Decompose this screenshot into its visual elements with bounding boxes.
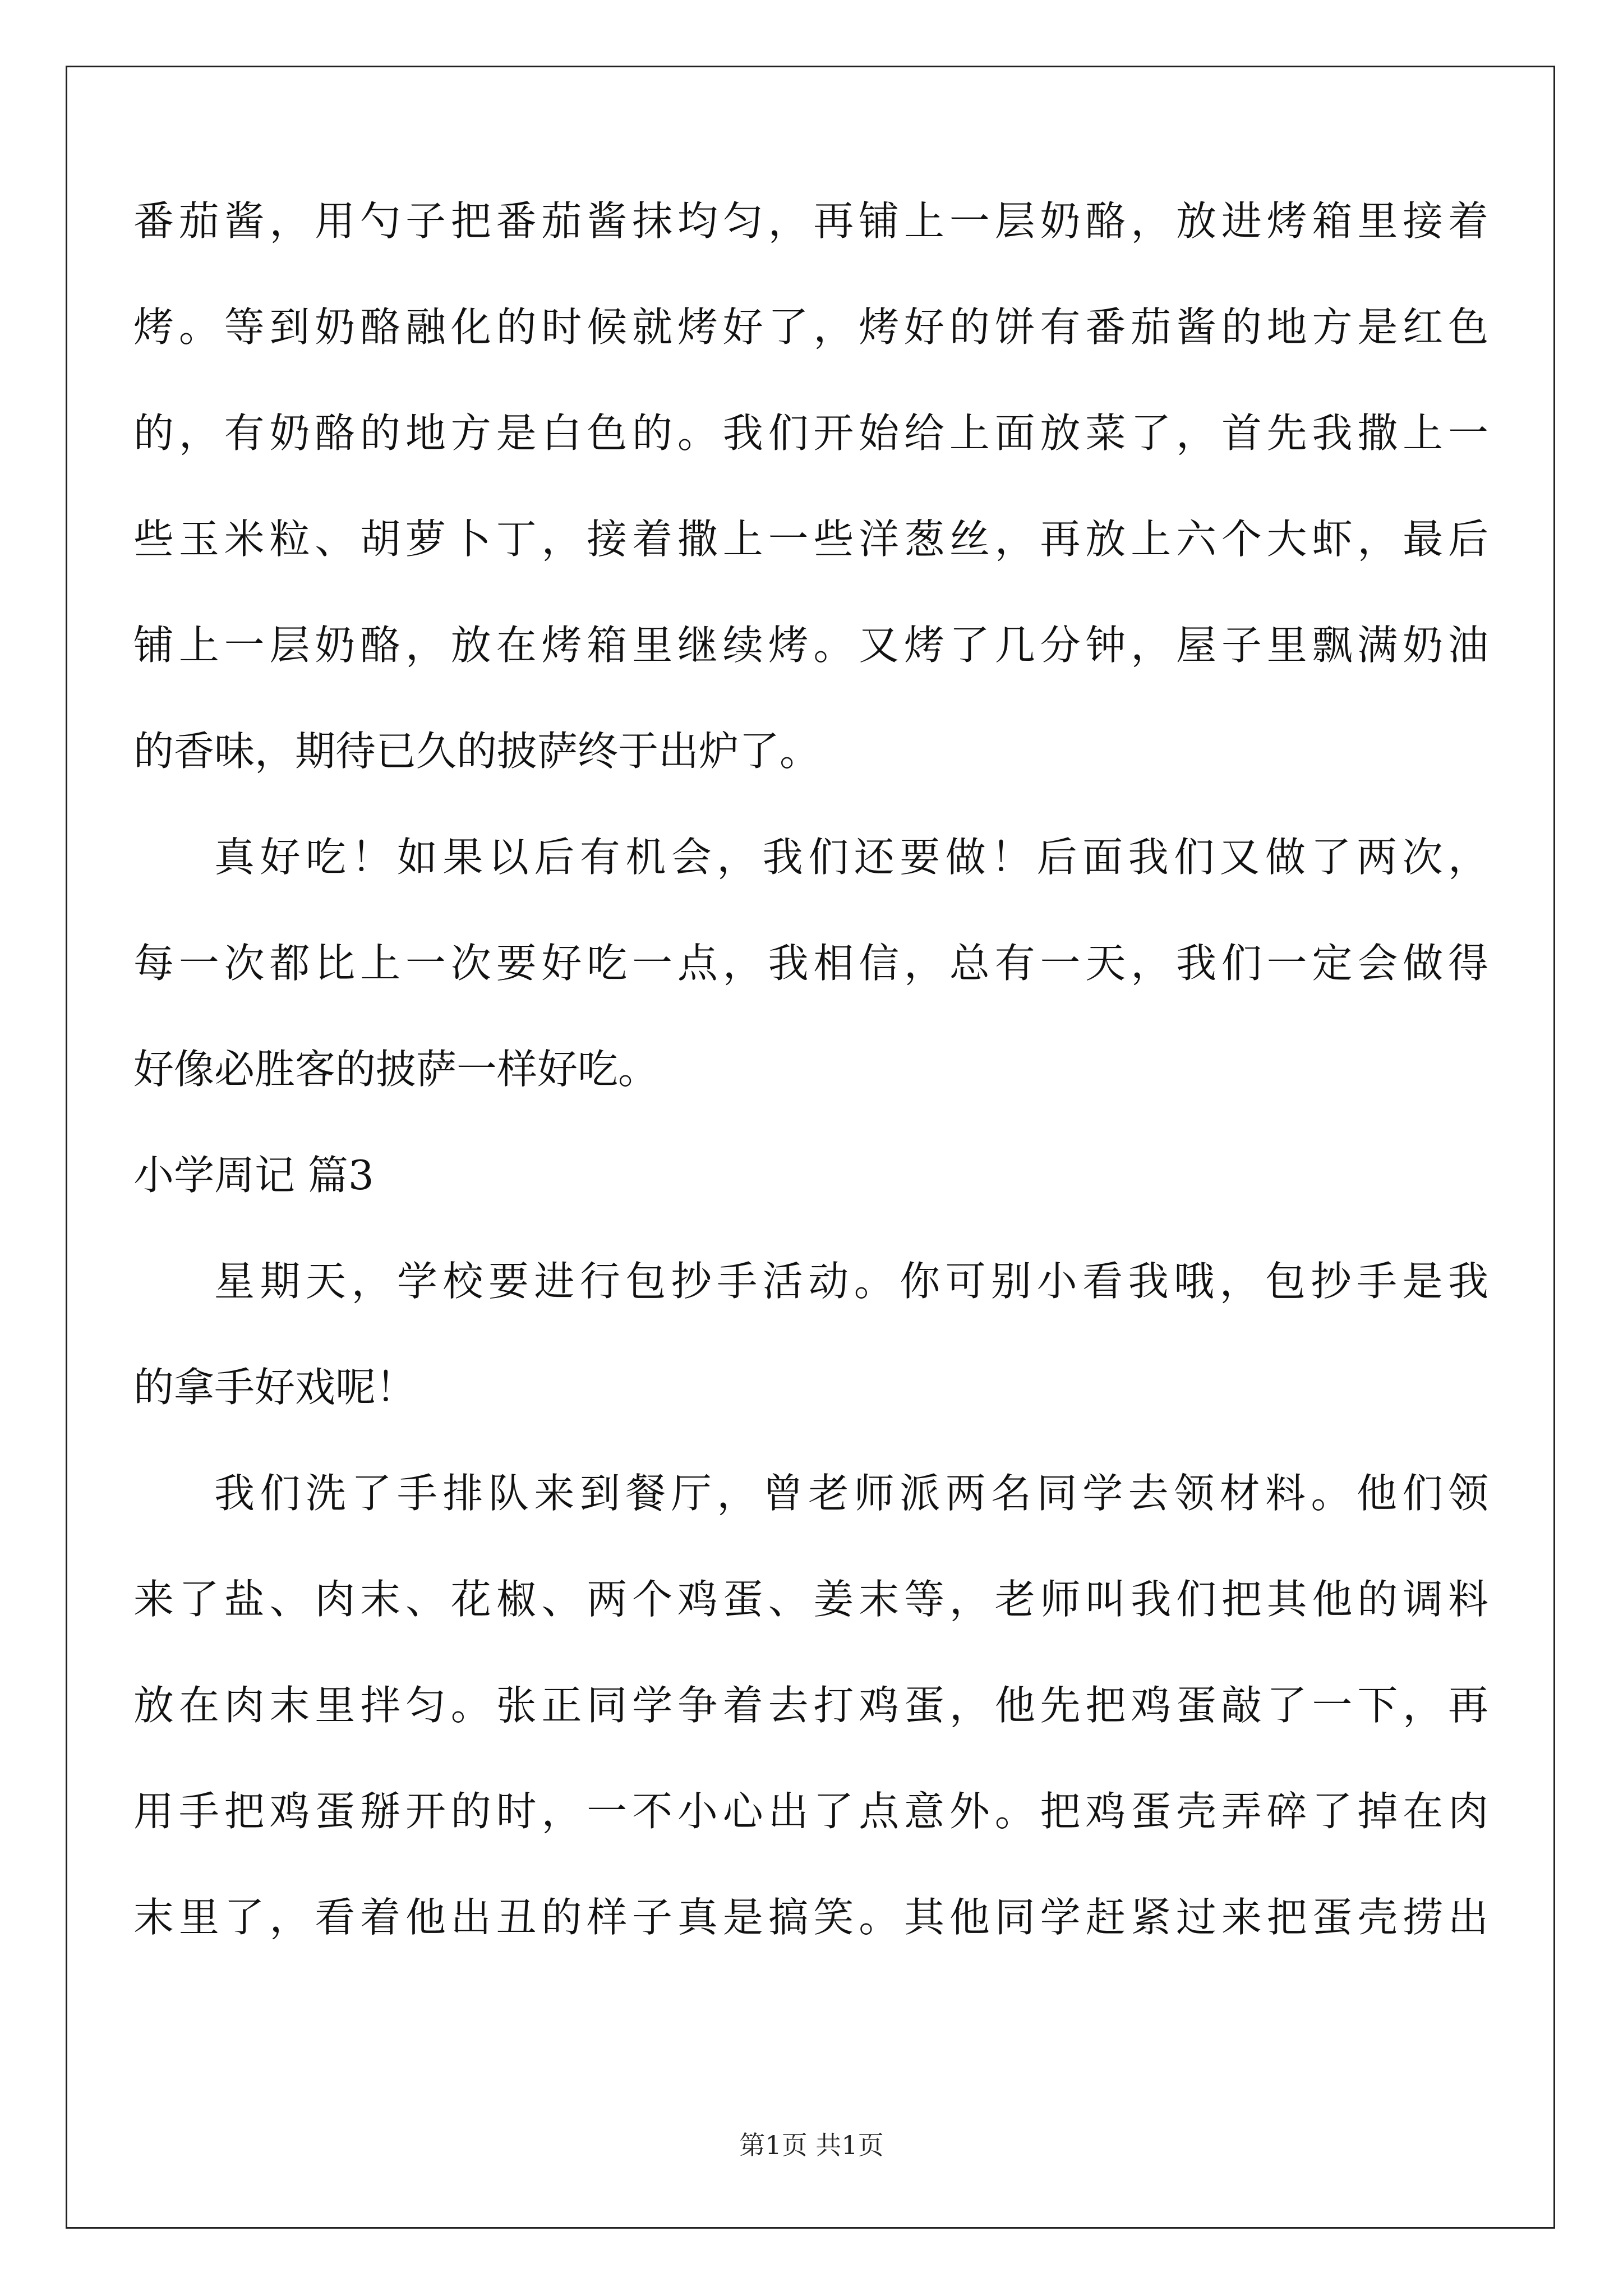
text-line: 放在肉末里拌匀。张正同学争着去打鸡蛋，他先把鸡蛋敲了一下，再 — [133, 1682, 1488, 1729]
text-line: 的拿手好戏呢！ — [133, 1364, 417, 1411]
paragraph — [133, 1441, 1488, 1971]
document-body — [133, 168, 1488, 1971]
text-line: 每一次都比上一次要好吃一点，我相信，总有一天，我们一定会做得 — [133, 940, 1488, 987]
text-line: 好像必胜客的披萨一样好吃。 — [133, 1046, 659, 1093]
text-line: 烤。等到奶酪融化的时候就烤好了，烤好的饼有番茄酱的地方是红色 — [133, 303, 1488, 351]
paragraph — [133, 168, 1488, 804]
text-line: 些玉米粒、胡萝卜丁，接着撒上一些洋葱丝，再放上六个大虾，最后 — [133, 516, 1488, 563]
text-line: 铺上一层奶酪，放在烤箱里继续烤。又烤了几分钟，屋子里飘满奶油 — [133, 622, 1488, 669]
text-line: 真好吃！如果以后有机会，我们还要做！后面我们又做了两次， — [214, 834, 1488, 881]
page-footer: 第1页 共1页 — [739, 2130, 884, 2160]
text-line: 我们洗了手排队来到餐厅，曾老师派两名同学去领材料。他们领 — [214, 1470, 1488, 1517]
paragraph — [133, 1228, 1488, 1441]
text-line: 末里了，看着他出丑的样子真是搞笑。其他同学赶紧过来把蛋壳捞出 — [133, 1894, 1488, 1941]
text-line: 的香味，期待已久的披萨终于出炉了。 — [133, 728, 820, 775]
text-line: 用手把鸡蛋掰开的时，一不小心出了点意外。把鸡蛋壳弄碎了掉在肉 — [133, 1788, 1488, 1835]
text-line: 的，有奶酪的地方是白色的。我们开始给上面放菜了，首先我撒上一 — [133, 409, 1488, 457]
section-title: 小学周记 篇3 — [133, 1152, 374, 1199]
text-line: 番茄酱，用勺子把番茄酱抹均匀，再铺上一层奶酪，放进烤箱里接着 — [133, 197, 1488, 245]
text-line: 来了盐、肉末、花椒、两个鸡蛋、姜末等，老师叫我们把其他的调料 — [133, 1576, 1488, 1623]
paragraph — [133, 804, 1488, 1122]
text-line: 星期天，学校要进行包抄手活动。你可别小看我哦，包抄手是我 — [214, 1258, 1488, 1305]
